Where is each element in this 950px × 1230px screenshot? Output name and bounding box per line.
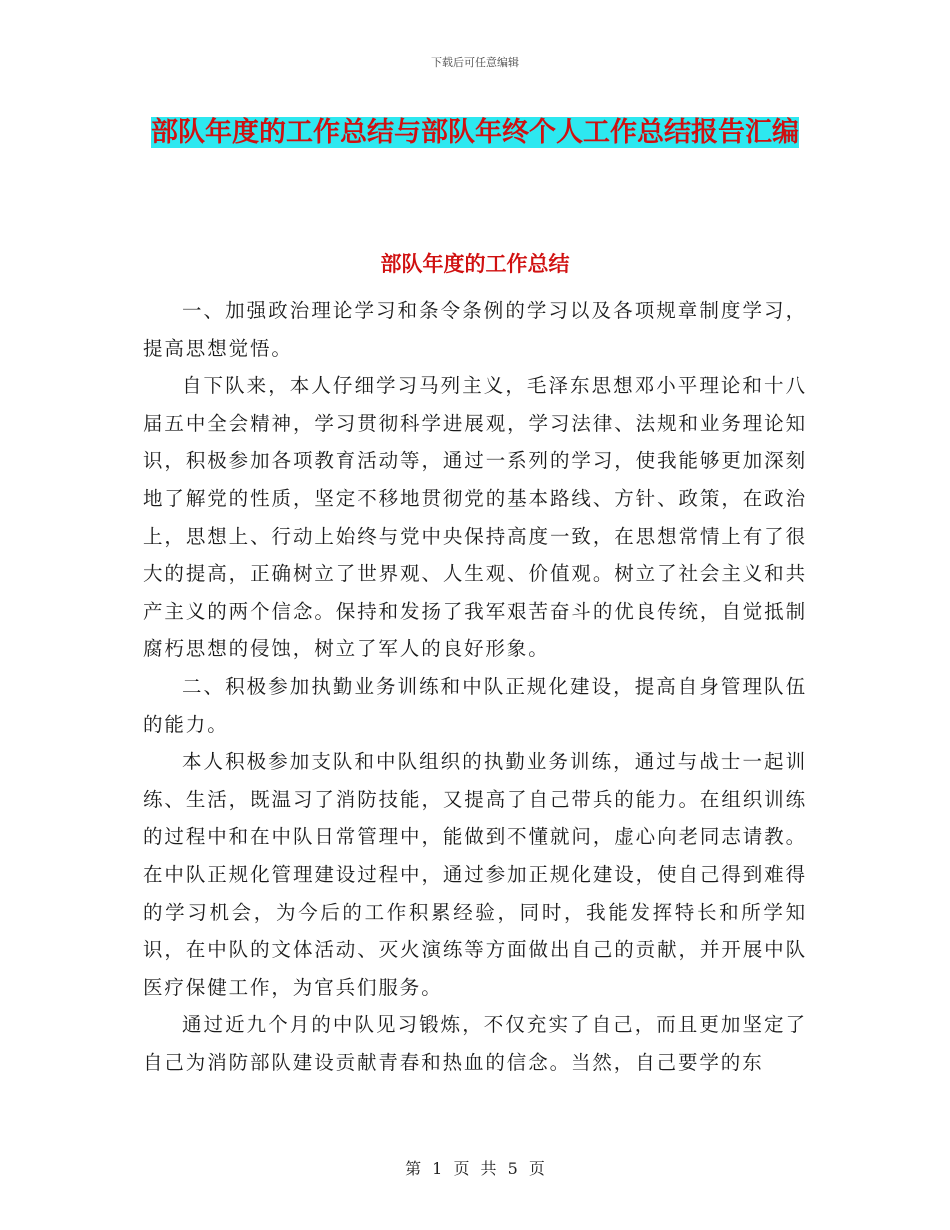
document-title	[143, 108, 807, 158]
paragraph: 通过近九个月的中队见习锻炼，不仅充实了自己，而且更加坚定了自己为消防部队建设贡献青春和热血的信念。当然，自己要学的东	[143, 1013, 807, 1074]
document-title-text: 部队年度的工作总结与部队年终个人工作总结报告汇编	[151, 117, 799, 148]
section-title: 部队年度的工作总结	[380, 252, 570, 276]
page-footer: 第 1 页 共 5 页	[405, 1159, 545, 1178]
paragraph: 自下队来，本人仔细学习马列主义，毛泽东思想邓小平理论和十八届五中全会精神，学习贯彻科学进展观，学习法律、法规和业务理论知识，积极参加各项教育活动等，通过一系列的学习，使我能够更加深刻地了解党的性质，坚定不移地贯彻党的基本路线、方针、政策，在政治上，思想上、行动上始终与党中央保持高度一致，在思想常情上有了很大的提高，正确树立了世界观、人生观、价值观。树立了社会主义和共产主义的两个信念。保持和发扬了我军艰苦奋斗的优良传统，自觉抵制腐朽思想的侵蚀，树立了军人的良好形象。	[143, 374, 807, 661]
paragraph: 本人积极参加支队和中队组织的执勤业务训练，通过与战士一起训练、生活，既温习了消防技能，又提高了自己带兵的能力。在组织训练的过程中和在中队日常管理中，能做到不懂就问，虚心向老同志请教。在中队正规化管理建设过程中，通过参加正规化建设，使自己得到难得的学习机会，为今后的工作积累经验，同时，我能发挥特长和所学知识，在中队的文体活动、灭火演练等方面做出自己的贡献，并开展中队医疗保健工作，为官兵们服务。	[143, 750, 807, 999]
paragraph: 二、积极参加执勤业务训练和中队正规化建设，提高自身管理队伍的能力。	[143, 674, 807, 736]
paragraph: 一、加强政治理论学习和条令条例的学习以及各项规章制度学习，提高思想觉悟。	[143, 299, 807, 360]
document-body	[143, 292, 807, 1081]
header-note: 下载后可任意编辑	[431, 56, 519, 69]
